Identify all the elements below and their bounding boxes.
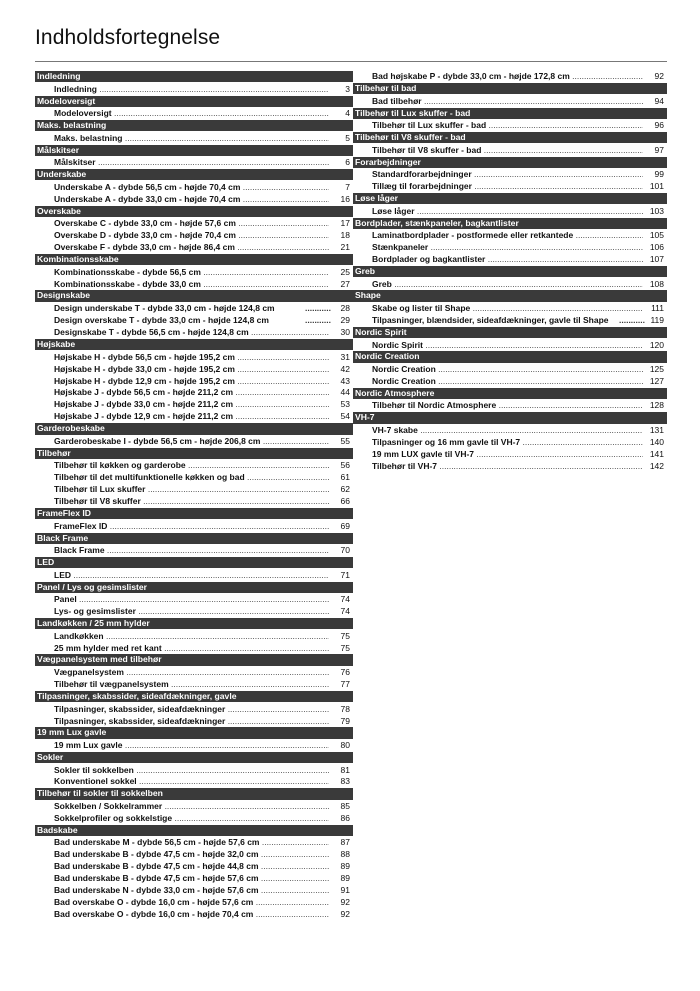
toc-entry-title: Tilbehør til V8 skuffer ..... [54,496,329,506]
toc-entry-page: 62 [340,484,350,495]
toc-entry-page: 128 [649,400,664,411]
toc-entry-title: Vægpanelsystem ..... [54,667,329,677]
toc-entry[interactable] [35,714,353,726]
toc-entry-title: Designskabe T - dybde 56,5 cm - højde 124,8 cm ..... [54,327,329,337]
toc-entry[interactable] [353,168,667,180]
section-heading: Bordplader, stænkpaneler, bagkantlister [353,218,667,229]
toc-entry-page: 83 [340,776,350,787]
toc-section [353,351,667,386]
toc-entry-title: Bad underskabe B - dybde 47,5 cm - højde 32,0 cm ..... [54,849,329,859]
toc-entry[interactable] [353,94,667,106]
toc-entry-title: Overskabe D - dybde 33,0 cm - højde 70,4 cm ..... [54,230,329,240]
toc-entry-page: 27 [340,278,350,289]
toc-entry-page: 86 [340,812,350,823]
toc-entry[interactable] [35,302,353,314]
toc-entry-title: Lys- og gesimslister ..... [54,606,329,616]
toc-entry[interactable] [353,363,667,375]
toc-entry-page: 5 [345,132,350,143]
toc-entry-title: Bad underskabe B - dybde 47,5 cm - højde 44,8 cm ..... [54,861,329,871]
toc-entry[interactable] [353,253,667,265]
toc-entry-title: Bad underskabe M - dybde 56,5 cm - højde 57,6 cm ..... [54,837,329,847]
toc-entry[interactable] [35,641,353,653]
toc-entry[interactable] [35,229,353,241]
toc-entry-title: LED ..... [54,570,329,580]
toc-entry-title: Nordic Creation ..... [372,364,643,374]
toc-entry-title: Maks. belastning ..... [54,133,329,143]
toc-section [35,557,353,580]
toc-entry-title: Stænkpaneler ..... [372,242,643,252]
toc-entry-page: 53 [340,399,350,410]
toc-section [35,533,353,556]
toc-entry[interactable] [35,800,353,812]
section-heading: Greb [353,266,667,277]
toc-entry-page: 141 [649,448,664,459]
toc-entry-title: Tilbehør til VH-7 ..... [372,461,643,471]
section-heading: Maks. belastning [35,120,353,131]
toc-entry-title: Bad overskabe O - dybde 16,0 cm - højde 57,6 cm ..... [54,897,329,907]
toc-entry-title: Underskabe A - dybde 33,0 cm - højde 70,4 cm ..... [54,194,329,204]
toc-entry-page: 94 [654,95,664,106]
toc-entry-page: 81 [340,764,350,775]
toc-entry-title: Tilbehør til V8 skuffer - bad ..... [372,145,643,155]
toc-entry-page: 131 [649,424,664,435]
toc-entry[interactable] [35,666,353,678]
toc-entry-page: 78 [340,703,350,714]
toc-entry[interactable] [353,460,667,472]
toc-entry-page: 79 [340,715,350,726]
toc-entry-page: 30 [340,327,350,338]
section-heading: Panel / Lys og gesimslister [35,582,353,593]
toc-entry-title: Overskabe F - dybde 33,0 cm - højde 86,4 cm ..... [54,242,329,252]
section-heading: Nordic Spirit [353,327,667,338]
toc-entry[interactable] [353,338,667,350]
toc-entry-page: 120 [649,339,664,350]
toc-section [353,132,667,155]
toc-entry-page: 61 [340,472,350,483]
toc-entry-title: Højskabe J - dybde 33,0 cm - højde 211,2 cm ..... [54,399,329,409]
toc-entry-page: 7 [345,181,350,192]
toc-entry-title: ..... Tilpasninger, blændsider, sideafdækninger, gavle til Shape [372,315,609,326]
toc-entry-title: 19 mm LUX gavle til VH-7 ..... [372,449,643,459]
toc-entry[interactable] [353,204,667,216]
section-heading: Badskabe [35,825,353,836]
toc-entry[interactable] [353,375,667,387]
toc-entry[interactable] [35,265,353,277]
section-heading: Tilbehør til Lux skuffer - bad [353,108,667,119]
toc-section [353,83,667,106]
toc-entry-page: 42 [340,363,350,374]
section-heading: Sokler [35,752,353,763]
toc-section [35,448,353,507]
section-heading: Tilbehør til bad [353,83,667,94]
toc-entry[interactable] [35,374,353,386]
toc-entry-title: Konventionel sokkel ..... [54,776,329,786]
toc-entry[interactable] [353,70,667,82]
toc-section [35,654,353,689]
toc-section [35,618,353,653]
section-heading: Overskabe [35,206,353,217]
toc-entry-title: Kombinationsskabe - dybde 33,0 cm ..... [54,279,329,289]
section-heading: 19 mm Lux gavle [35,727,353,738]
section-heading: Nordic Creation [353,351,667,362]
toc-entry-title: Tilbehør til Lux skuffer - bad ..... [372,120,643,130]
toc-section [353,218,667,265]
toc-section [35,254,353,289]
toc-entry-title: Højskabe H - dybde 33,0 cm - højde 195,2 cm ..... [54,364,329,374]
toc-entry-title: Black Frame ..... [54,545,329,555]
toc-entry[interactable] [35,386,353,398]
toc-entry-title: Indledning ..... [54,84,329,94]
toc-entry-title: Bad tilbehør ..... [372,96,643,106]
toc-entry-title: ..... Design underskabe T - dybde 33,0 cm - højde 124,8 cm [54,303,275,314]
toc-section [353,193,667,216]
toc-section [35,727,353,750]
toc-section [353,157,667,192]
toc-entry-title: 19 mm Lux gavle ..... [54,740,329,750]
toc-entry-page: 76 [340,667,350,678]
toc-entry-page: 92 [654,71,664,82]
toc-section [353,327,667,350]
toc-entry-page: 92 [340,897,350,908]
toc-entry[interactable] [35,82,353,94]
toc-entry-page: 127 [649,376,664,386]
toc-entry-title: Nordic Creation ..... [372,376,643,386]
title-rule [35,61,667,62]
toc-entry-page: 85 [340,800,350,811]
toc-entry-title: Standardforarbejdninger ..... [372,169,643,179]
toc-entry[interactable] [353,143,667,155]
toc-entry-page: 106 [649,242,664,253]
toc-section [35,71,353,94]
toc-entry[interactable] [35,860,353,872]
toc-entry-title: Kombinationsskabe - dybde 56,5 cm ..... [54,267,329,277]
toc-entry[interactable] [35,872,353,884]
toc-entry[interactable] [35,763,353,775]
toc-entry-page: 103 [649,205,664,216]
toc-entry-page: 21 [340,242,350,253]
toc-entry-title: Modeloversigt ..... [54,108,329,118]
section-heading: Shape [353,290,667,301]
toc-entry-title: Tilbehør til køkken og garderobe ..... [54,460,329,470]
toc-entry-title: Tilbehør til vægpanelsystem ..... [54,679,329,689]
toc-section [35,825,353,920]
toc-entry-title: Bad underskabe N - dybde 33,0 cm - højde 57,6 cm ..... [54,885,329,895]
toc-entry-title: Sokler til sokkelben ..... [54,765,329,775]
toc-entry[interactable] [35,896,353,908]
toc-section [35,752,353,787]
toc-entry-page: 54 [340,411,350,422]
toc-entry-page: 28 [340,303,350,314]
toc-entry-page: 29 [340,315,350,326]
toc-entry-title: Løse låger ..... [372,206,643,216]
section-heading: Tilbehør til sokler til sokkelben [35,788,353,799]
page-title: Indholdsfortegnelse [35,26,221,49]
toc-entry-page: 74 [340,594,350,605]
section-heading: LED [35,557,353,568]
toc-entry[interactable] [35,435,353,447]
toc-entry[interactable] [35,314,353,326]
toc-entry[interactable] [353,229,667,241]
toc-section [35,96,353,119]
toc-entry-page: 88 [340,849,350,860]
toc-entry-page: 6 [345,157,350,168]
toc-entry-title: Målskitser ..... [54,157,329,167]
section-heading: VH-7 [353,412,667,423]
toc-entry[interactable] [35,483,353,495]
toc-entry-page: 17 [340,218,350,229]
toc-entry-title: Nordic Spirit ..... [372,340,643,350]
toc-entry-page: 107 [649,254,664,265]
toc-section [35,120,353,143]
toc-entry-title: Skabe og lister til Shape ..... [372,303,643,313]
toc-entry[interactable] [353,241,667,253]
toc-entry-page: 3 [345,83,350,94]
toc-entry[interactable] [35,544,353,556]
toc-entry-title: Sokkelprofiler og sokkelstige ..... [54,813,329,823]
toc-entry[interactable] [353,119,667,131]
toc-entry-title: Landkøkken ..... [54,631,329,641]
toc-entry[interactable] [35,277,353,289]
toc-entry-page: 142 [649,460,664,471]
toc-entry-title: Sokkelben / Sokkelrammer ..... [54,801,329,811]
section-heading: Kombinationsskabe [35,254,353,265]
section-heading: Tilbehør [35,448,353,459]
toc-entry-page: 55 [340,435,350,446]
toc-entry-page: 70 [340,545,350,556]
toc-entry[interactable] [35,739,353,751]
toc-section [353,412,667,471]
toc-entry[interactable] [35,775,353,787]
toc-entry-page: 108 [649,278,664,289]
toc-entry-page: 43 [340,375,350,386]
section-heading: Forarbejdninger [353,157,667,168]
toc-entry-page: 75 [340,642,350,653]
toc-entry[interactable] [35,131,353,143]
toc-entry[interactable] [35,884,353,896]
toc-entry-title: Højskabe J - dybde 12,9 cm - højde 211,2 cm ..... [54,411,329,421]
toc-entry[interactable] [35,678,353,690]
toc-section [35,691,353,726]
toc-entry[interactable] [35,398,353,410]
toc-left-column [35,70,353,920]
toc-entry-title: Bad underskabe B - dybde 47,5 cm - højde 57,6 cm ..... [54,873,329,883]
toc-section [35,582,353,617]
toc-entry-page: 140 [649,436,664,447]
toc-section [35,169,353,204]
toc-section [353,266,667,289]
toc-entry[interactable] [35,605,353,617]
toc-section [353,388,667,411]
toc-entry-page: 31 [340,351,350,362]
toc-entry-title: Tilpasninger, skabssider, sideafdækninger ..... [54,716,329,726]
toc-entry-page: 96 [654,120,664,131]
toc-entry[interactable] [35,217,353,229]
toc-entry[interactable] [35,568,353,580]
toc-entry-title: FrameFlex ID ..... [54,521,329,531]
toc-entry-title: Højskabe H - dybde 12,9 cm - højde 195,2 cm ..... [54,376,329,386]
toc-entry-page: 16 [340,193,350,204]
toc-entry[interactable] [353,448,667,460]
section-heading: Nordic Atmosphere [353,388,667,399]
toc-section [353,108,667,131]
toc-entry-title: Bad højskabe P - dybde 33,0 cm - højde 172,8 cm ..... [372,71,643,81]
toc-section [35,508,353,531]
toc-entry[interactable] [353,302,667,314]
toc-section [35,290,353,337]
toc-entry[interactable] [35,629,353,641]
toc-entry-page: 89 [340,861,350,872]
toc-entry-page: 74 [340,606,350,617]
toc-entry-title: Tilbehør til Nordic Atmosphere ..... [372,400,643,410]
toc-entry-page: 77 [340,679,350,690]
toc-entry-title: Tilbehør til Lux skuffer ..... [54,484,329,494]
toc-entry-title: VH-7 skabe ..... [372,425,643,435]
toc-section [35,788,353,823]
toc-entry-page: 71 [340,569,350,580]
toc-entry[interactable] [35,836,353,848]
toc-entry-page: 92 [340,909,350,920]
section-heading: Designskabe [35,290,353,301]
toc-entry-page: 105 [649,230,664,241]
section-heading: Garderobeskabe [35,423,353,434]
toc-entry-page: 4 [345,108,350,119]
toc-entry[interactable] [35,350,353,362]
toc-entry-page: 125 [649,364,664,375]
section-heading: Underskabe [35,169,353,180]
toc-right-column [353,70,667,471]
toc-entry[interactable] [35,362,353,374]
toc-entry[interactable] [35,848,353,860]
toc-entry[interactable] [35,471,353,483]
toc-entry-title: Greb ..... [372,279,643,289]
toc-entry-title: 25 mm hylder med ret kant ..... [54,643,329,653]
toc-section [35,145,353,168]
toc-entry-title: Overskabe C - dybde 33,0 cm - højde 57,6 cm ..... [54,218,329,228]
toc-entry[interactable] [35,180,353,192]
toc-entry[interactable] [35,241,353,253]
toc-entry[interactable] [35,192,353,204]
toc-entry[interactable] [35,908,353,920]
toc-entry-title: Højskabe H - dybde 56,5 cm - højde 195,2 cm ..... [54,352,329,362]
toc-entry[interactable] [35,459,353,471]
toc-entry-page: 18 [340,230,350,241]
toc-entry[interactable] [353,314,667,326]
toc-entry[interactable] [353,436,667,448]
toc-entry[interactable] [353,277,667,289]
toc-entry-title: Tilpasninger og 16 mm gavle til VH-7 ..... [372,437,643,447]
toc-entry[interactable] [35,107,353,119]
toc-entry[interactable] [35,326,353,338]
toc-entry-page: 56 [340,460,350,471]
toc-entry[interactable] [353,180,667,192]
toc-section [35,206,353,253]
toc-entry[interactable] [35,495,353,507]
toc-entry-page: 80 [340,740,350,751]
toc-entry-title: ..... Design overskabe T - dybde 33,0 cm - højde 124,8 cm [54,315,269,326]
toc-entry[interactable] [35,410,353,422]
toc-entry[interactable] [353,424,667,436]
section-heading: Black Frame [35,533,353,544]
toc-entry[interactable] [35,156,353,168]
toc-section [35,423,353,446]
toc-entry[interactable] [35,519,353,531]
toc-entry[interactable] [35,812,353,824]
section-heading: Landkøkken / 25 mm hylder [35,618,353,629]
toc-entry-page: 111 [651,303,664,314]
toc-entry-title: Laminatbordplader - postformede eller retkantede ..... [372,230,643,240]
section-heading: Løse låger [353,193,667,204]
toc-entry-page: 99 [654,169,664,180]
toc-entry-title: Panel ..... [54,594,329,604]
section-heading: Tilbehør til V8 skuffer - bad [353,132,667,143]
toc-entry-page: 89 [340,873,350,884]
toc-entry-title: Tillæg til forarbejdninger ..... [372,181,643,191]
section-heading: Tilpasninger, skabssider, sideafdækninger, gavle [35,691,353,702]
toc-entry-page: 119 [650,315,664,326]
toc-entry-title: Tilpasninger, skabssider, sideafdækninger ..... [54,704,329,714]
toc-entry-page: 91 [340,885,350,896]
toc-entry-page: 69 [340,520,350,531]
toc-entry-page: 97 [654,144,664,155]
section-heading: Indledning [35,71,353,82]
toc-entry-page: 44 [340,387,350,398]
toc-entry[interactable] [35,702,353,714]
toc-entry-title: Højskabe J - dybde 56,5 cm - højde 211,2 cm ..... [54,387,329,397]
toc-entry-page: 66 [340,496,350,507]
section-heading: Højskabe [35,339,353,350]
toc-entry-title: Underskabe A - dybde 56,5 cm - højde 70,4 cm ..... [54,182,329,192]
toc-entry-page: 87 [340,837,350,848]
section-heading: Vægpanelsystem med tilbehør [35,654,353,665]
toc-section [353,70,667,82]
toc-section [35,339,353,422]
toc-entry-title: Tilbehør til det multifunktionelle køkken og bad ..... [54,472,329,482]
toc-entry-page: 75 [340,630,350,641]
toc-entry[interactable] [35,593,353,605]
toc-entry-page: 101 [649,181,664,192]
section-heading: FrameFlex ID [35,508,353,519]
toc-entry[interactable] [353,399,667,411]
toc-entry-title: Bad overskabe O - dybde 16,0 cm - højde 70,4 cm ..... [54,909,329,919]
toc-entry-title: Garderobeskabe I - dybde 56,5 cm - højde 206,8 cm ..... [54,436,329,446]
toc-section [353,290,667,325]
toc-entry-page: 25 [340,266,350,277]
toc-entry-title: Bordplader og bagkantlister ..... [372,254,643,264]
section-heading: Målskitser [35,145,353,156]
section-heading: Modeloversigt [35,96,353,107]
